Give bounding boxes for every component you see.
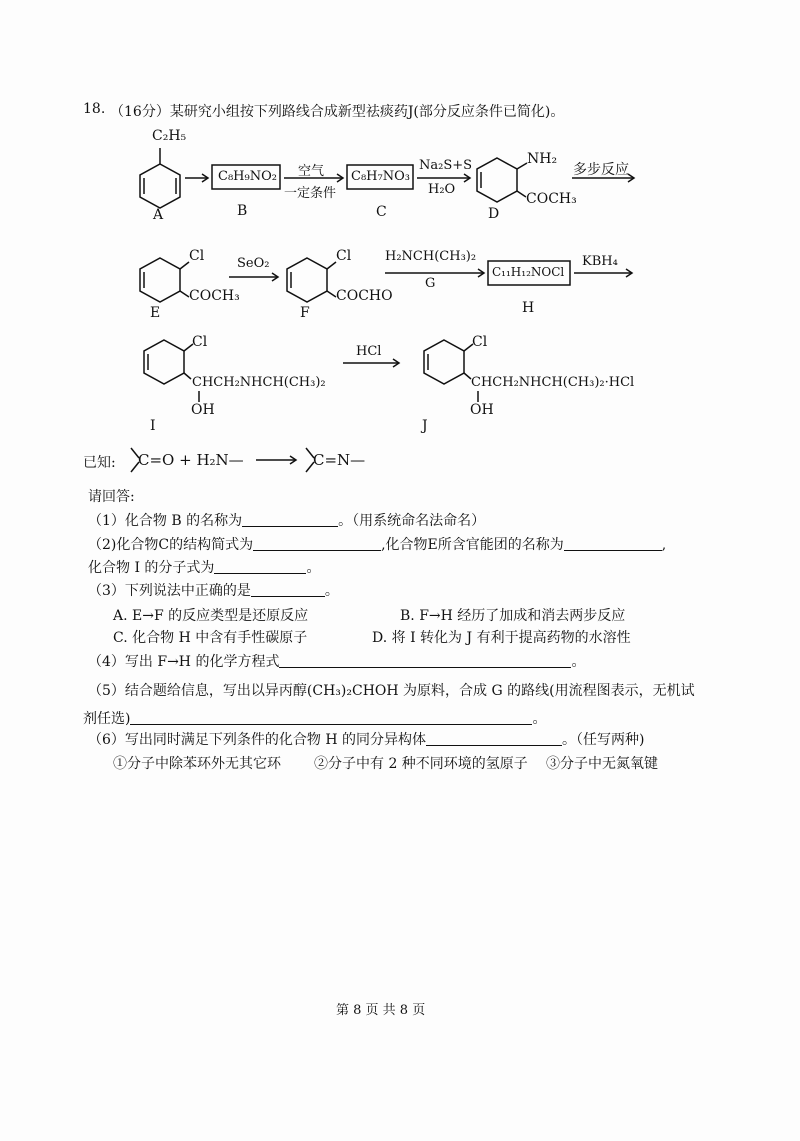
option-A: A. E→F 的反应类型是还原反应 bbox=[113, 608, 309, 624]
q5a: （5）结合题给信息，写出以异丙醇(CH₃)₂CHOH 为原料，合成 G 的路线(用流程图表示，无机试 bbox=[88, 683, 695, 699]
condition-seo2: SeO₂ bbox=[237, 256, 270, 271]
E-cl: Cl bbox=[189, 248, 205, 264]
known-label: 已知: bbox=[83, 455, 116, 471]
label-B: B bbox=[237, 203, 248, 219]
label-J: J bbox=[422, 418, 428, 434]
option-C: C. 化合物 H 中含有手性碳原子 bbox=[113, 630, 308, 646]
condition-1: ①分子中除苯环外无其它环 bbox=[113, 756, 281, 772]
known-rhs: C=N— bbox=[313, 451, 366, 469]
benzene-ring-I bbox=[144, 340, 184, 384]
label-I: I bbox=[150, 418, 156, 434]
J-chain: CHCH₂NHCH(CH₃)₂·HCl bbox=[471, 375, 635, 390]
q4-text: （4）写出 F→H 的化学方程式 bbox=[88, 654, 280, 670]
answer-blank[interactable] bbox=[251, 582, 325, 597]
q6-text: （6）写出同时满足下列条件的化合物 H 的同分异构体 bbox=[88, 732, 427, 748]
answer-blank[interactable] bbox=[426, 731, 562, 746]
q2: （2)化合物C的结构简式为 ,化合物E所含官能团的名称为 , bbox=[88, 537, 667, 553]
label-H: H bbox=[522, 300, 535, 316]
q3: （3）下列说法中正确的是 。 bbox=[88, 583, 339, 599]
condition-3: ③分子中无氮氧键 bbox=[546, 756, 658, 772]
answer-blank[interactable] bbox=[564, 536, 662, 551]
benzene-ring-D bbox=[477, 158, 517, 202]
F-cl: Cl bbox=[336, 248, 352, 264]
q2-cont: 化合物 I 的分子式为 。 bbox=[88, 560, 321, 576]
condition-G: G bbox=[425, 276, 436, 291]
page-footer: 第 8 页 共 8 页 bbox=[336, 1003, 426, 1018]
formula-B: C₈H₉NO₂ bbox=[218, 169, 277, 184]
q5-text-b: 剂任选) bbox=[83, 711, 131, 727]
q1-text: （1）化合物 B 的名称为 bbox=[88, 513, 243, 529]
q6-tail: 。（任写两种) bbox=[562, 732, 645, 748]
condition-kbh4: KBH₄ bbox=[582, 254, 618, 269]
question-number: 18. bbox=[83, 101, 106, 117]
answer-blank[interactable] bbox=[279, 653, 571, 668]
condition-amine: H₂NCH(CH₃)₂ bbox=[385, 249, 477, 264]
I-chain: CHCH₂NHCH(CH₃)₂ bbox=[192, 375, 326, 390]
q6 bbox=[88, 729, 644, 749]
D-coch3: COCH₃ bbox=[526, 191, 577, 207]
known-lhs: C=O + H₂N— bbox=[138, 451, 244, 469]
I-cl: Cl bbox=[192, 334, 208, 350]
A-substituent: C₂H₅ bbox=[152, 128, 187, 144]
benzene-ring-A bbox=[140, 164, 180, 208]
q1-tail: 。（用系统命名法命名） bbox=[338, 513, 486, 529]
J-cl: Cl bbox=[472, 334, 488, 350]
F-cocho: COCHO bbox=[336, 288, 393, 304]
prompt: 请回答: bbox=[88, 489, 135, 505]
label-E: E bbox=[150, 305, 161, 321]
label-A: A bbox=[153, 207, 164, 223]
condition-water: H₂O bbox=[428, 182, 456, 197]
option-D: D. 将 I 转化为 J 有利于提高药物的水溶性 bbox=[372, 630, 631, 646]
J-oh: OH bbox=[470, 402, 494, 418]
q2-text-a: （2)化合物C的结构简式为 bbox=[88, 537, 254, 553]
q5b: 剂任选) 。 bbox=[83, 711, 547, 727]
q2-text-b: ,化合物E所含官能团的名称为 bbox=[381, 537, 564, 553]
condition-2: ②分子中有 2 种不同环境的氢原子 bbox=[314, 756, 528, 772]
option-B: B. F→H 经历了加成和消去两步反应 bbox=[400, 608, 626, 624]
answer-blank[interactable] bbox=[253, 536, 381, 551]
formula-C: C₈H₇NO₃ bbox=[351, 169, 410, 184]
benzene-ring-E bbox=[140, 258, 180, 302]
answer-blank[interactable] bbox=[130, 710, 532, 725]
D-nh2: NH₂ bbox=[527, 151, 558, 167]
q3-text: （3）下列说法中正确的是 bbox=[88, 583, 251, 599]
benzene-ring-F bbox=[287, 258, 327, 302]
E-coch3: COCH₃ bbox=[189, 288, 240, 304]
q2-text-c: 化合物 I 的分子式为 bbox=[88, 560, 215, 576]
condition-certain: 一定条件 bbox=[284, 186, 337, 201]
answer-blank[interactable] bbox=[214, 559, 306, 574]
question-intro: （16分）某研究小组按下列路线合成新型祛痰药J(部分反应条件已简化)。 bbox=[110, 104, 565, 120]
condition-air: 空气 bbox=[298, 164, 325, 179]
answer-blank[interactable] bbox=[242, 512, 338, 527]
label-D: D bbox=[488, 206, 500, 222]
q4: （4）写出 F→H 的化学方程式 。 bbox=[88, 654, 586, 670]
label-F: F bbox=[300, 305, 310, 321]
q1 bbox=[88, 510, 485, 530]
label-C: C bbox=[376, 204, 387, 220]
formula-H: C₁₁H₁₂NOCl bbox=[492, 265, 565, 279]
I-oh: OH bbox=[191, 402, 215, 418]
condition-multistep: 多步反应 bbox=[573, 162, 629, 178]
condition-na2s: Na₂S+S bbox=[419, 158, 473, 173]
benzene-ring-J bbox=[424, 340, 464, 384]
condition-hcl: HCl bbox=[356, 344, 382, 359]
